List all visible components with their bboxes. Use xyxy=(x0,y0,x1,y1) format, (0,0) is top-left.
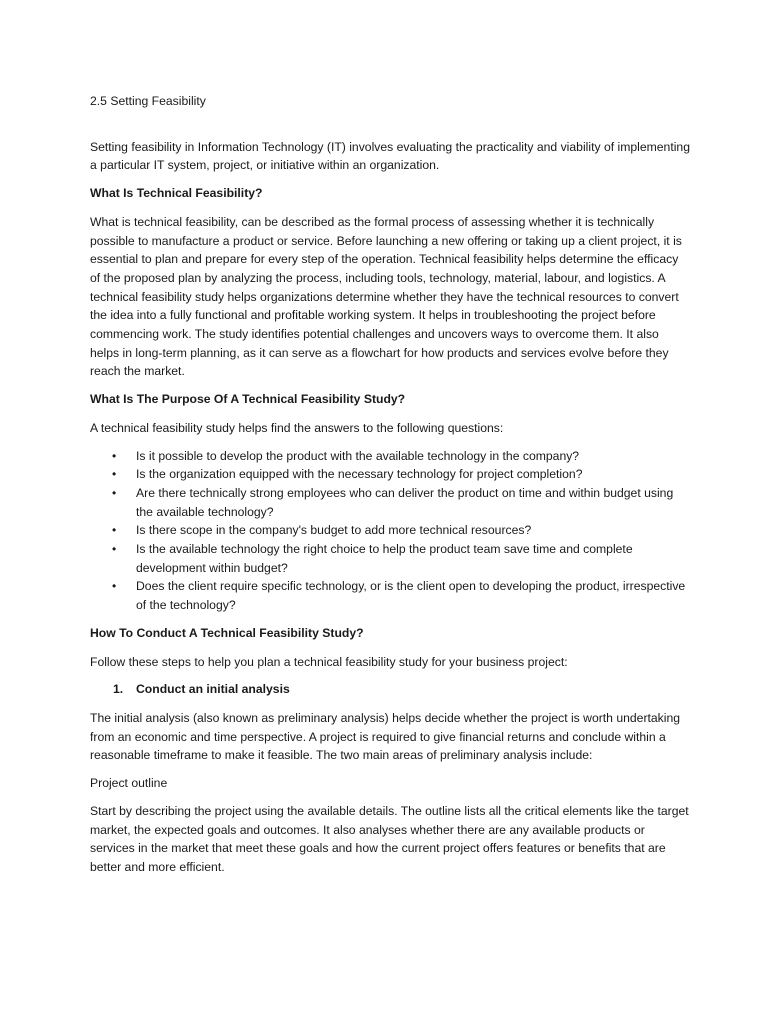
list-item xyxy=(90,465,690,484)
list-item xyxy=(90,447,690,466)
project-outline-paragraph: Start by describing the project using the available details. The outline lists all the critical elements like the target market, the expected goals and outcomes. It also analyses whether there are any available products or services in the market that meet these goals and how the current project offers features or benefits that are better and more efficient. xyxy=(90,803,689,874)
heading-purpose: What Is The Purpose Of A Technical Feasibility Study? xyxy=(90,392,406,407)
bullet-icon: • xyxy=(112,485,117,500)
question-text: Is the organization equipped with the necessary technology for project completion? xyxy=(136,467,583,482)
question-text: Is it possible to develop the product with the available technology in the company? xyxy=(136,448,580,463)
document-body xyxy=(90,92,690,886)
list-item xyxy=(90,577,690,614)
step-number: 1. xyxy=(113,682,124,697)
question-text: Does the client require specific technology, or is the client open to developing the product, irrespective of the technology? xyxy=(136,579,686,613)
bullet-icon: • xyxy=(112,523,117,538)
purpose-paragraph: A technical feasibility study helps find the answers to the following questions: xyxy=(90,420,504,435)
bullet-icon: • xyxy=(112,542,117,557)
heading-technical-feasibility: What Is Technical Feasibility? xyxy=(90,186,263,201)
conduct-paragraph: Follow these steps to help you plan a technical feasibility study for your business project: xyxy=(90,654,568,669)
bullet-icon: • xyxy=(112,467,117,482)
question-text: Is the available technology the right choice to help the product team save time and complete development within budget? xyxy=(136,542,633,575)
step-label: Conduct an initial analysis xyxy=(136,682,290,697)
step-item xyxy=(90,680,690,699)
intro-paragraph: Setting feasibility in Information Technology (IT) involves evaluating the practicality and viability of implementing a particular IT system, project, or initiative within an organization. xyxy=(90,139,690,173)
question-text: Is there scope in the company's budget to add more technical resources? xyxy=(136,523,532,538)
initial-analysis-paragraph: The initial analysis (also known as preliminary analysis) helps decide whether the project is worth undertaking from an economic and time perspective. A project is required to give financial returns and conclude within a reasonable timeframe to make it feasible. The two main areas of preliminary analysis include: xyxy=(90,710,681,763)
bullet-icon: • xyxy=(112,448,117,463)
steps-list xyxy=(90,680,690,699)
section-title: 2.5 Setting Feasibility xyxy=(90,94,206,108)
questions-list xyxy=(90,447,690,615)
list-item xyxy=(90,484,690,521)
bullet-icon: • xyxy=(112,579,117,594)
list-item xyxy=(90,521,690,540)
heading-conduct-study: How To Conduct A Technical Feasibility Study? xyxy=(90,625,364,640)
question-text: Are there technically strong employees who can deliver the product on time and within budget using the available technology? xyxy=(136,485,674,519)
subheading-project-outline: Project outline xyxy=(90,776,168,791)
list-item xyxy=(90,540,690,577)
technical-feasibility-paragraph: What is technical feasibility, can be described as the formal process of assessing whether it is technically possible to manufacture a product or service. Before launching a new offering or taking up a client project, it is essential to plan and prepare for every step of the operation. Technical feasibility helps determine the efficacy of the proposed plan by analyzing the process, including tools, technology, material, labour, and logistics. A technical feasibility study helps organizations determine whether they have the technical resources to convert the idea into a fully functional and profitable working system. It helps in troubleshooting the project before commencing work. The study identifies potential challenges and uncovers ways to overcome them. It also helps in long-term planning, as it can serve as a flowchart for how products and services evolve before they reach the market. xyxy=(90,214,682,379)
